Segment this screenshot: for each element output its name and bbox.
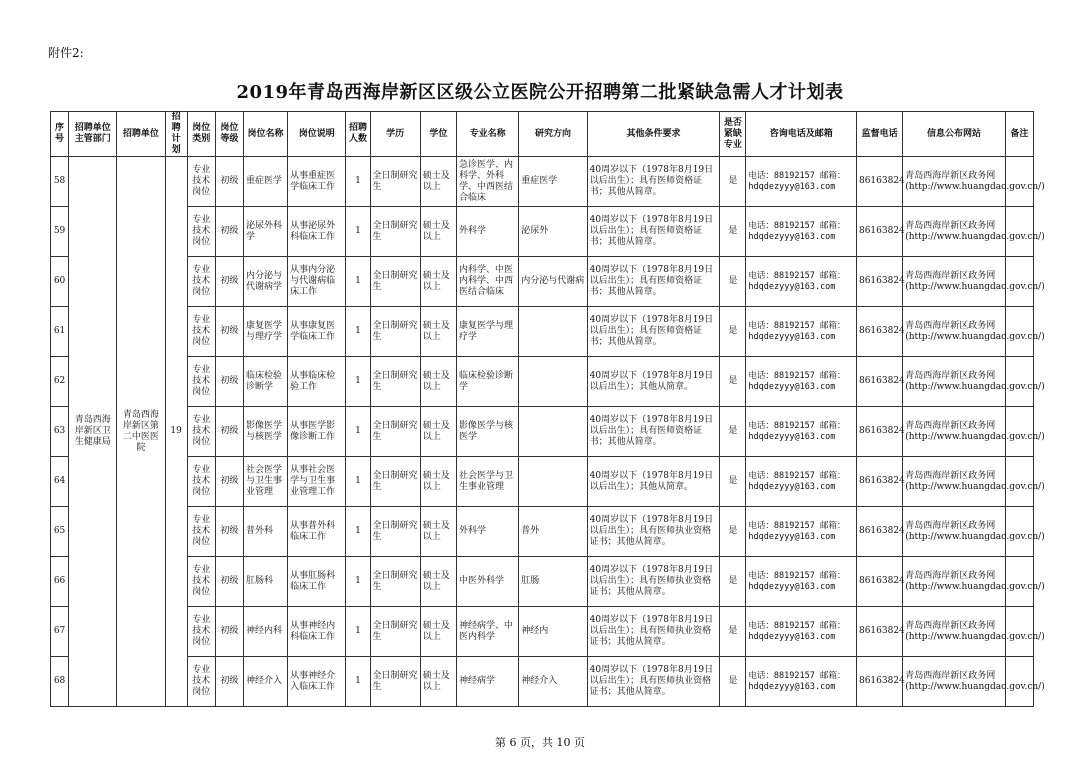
- hire-count: 1: [346, 357, 370, 407]
- row-number: 68: [51, 657, 69, 707]
- other-requirements: 40周岁以下（1978年8月19日以后出生）；具有医师资格证书；其他从简章。: [587, 157, 720, 207]
- supervision-phone: 86163824: [856, 557, 902, 607]
- contact-info: 电话：88192157 邮箱：hdqdezyyy@163.com: [746, 457, 857, 507]
- row-number: 59: [51, 207, 69, 257]
- job-name: 影像医学与核医学: [243, 407, 287, 457]
- contact-info: 电话：88192157 邮箱：hdqdezyyy@163.com: [746, 257, 857, 307]
- supervision-phone: 86163824: [856, 207, 902, 257]
- research-direction: [519, 457, 587, 507]
- info-website: 青岛西海岸新区政务网(http://www.huangdao.gov.cn/): [903, 607, 1006, 657]
- attachment-label: 附件2:: [48, 46, 84, 60]
- job-name: 肛肠科: [243, 557, 287, 607]
- contact-info: 电话：88192157 邮箱：hdqdezyyy@163.com: [746, 657, 857, 707]
- other-requirements: 40周岁以下（1978年8月19日以后出生）；具有医师资格证书；其他从简章。: [587, 207, 720, 257]
- job-name: 重症医学: [243, 157, 287, 207]
- row-number: 58: [51, 157, 69, 207]
- urgent-flag: 是: [720, 157, 746, 207]
- job-level: 初级: [215, 557, 243, 607]
- hire-count: 1: [346, 457, 370, 507]
- supervision-phone: 86163824: [856, 657, 902, 707]
- table-row: [51, 307, 1034, 357]
- degree: 硕士及以上: [420, 507, 456, 557]
- column-header: 招聘单位: [117, 112, 165, 157]
- supervision-phone: 86163824: [856, 307, 902, 357]
- column-header: 招聘人数: [346, 112, 370, 157]
- degree: 硕士及以上: [420, 357, 456, 407]
- supervision-phone: 86163824: [856, 157, 902, 207]
- job-description: 从事临床检验工作: [288, 357, 346, 407]
- research-direction: 神经介入: [519, 657, 587, 707]
- education: 全日制研究生: [370, 607, 420, 657]
- job-category: 专业技术岗位: [187, 607, 215, 657]
- job-description: 从事普外科临床工作: [288, 507, 346, 557]
- major-name: 神经病学: [456, 657, 518, 707]
- degree: 硕士及以上: [420, 607, 456, 657]
- column-header: 信息公布网站: [903, 112, 1006, 157]
- contact-info: 电话：88192157 邮箱：hdqdezyyy@163.com: [746, 307, 857, 357]
- supervision-phone: 86163824: [856, 357, 902, 407]
- info-website: 青岛西海岸新区政务网(http://www.huangdao.gov.cn/): [903, 307, 1006, 357]
- table-row: [51, 257, 1034, 307]
- job-description: 从事神经介入临床工作: [288, 657, 346, 707]
- education: 全日制研究生: [370, 507, 420, 557]
- education: 全日制研究生: [370, 307, 420, 357]
- other-requirements: 40周岁以下（1978年8月19日以后出生）；具有医师执业资格证书；其他从简章。: [587, 607, 720, 657]
- hire-count: 1: [346, 607, 370, 657]
- urgent-flag: 是: [720, 257, 746, 307]
- row-number: 62: [51, 357, 69, 407]
- degree: 硕士及以上: [420, 157, 456, 207]
- table-row: [51, 457, 1034, 507]
- row-number: 67: [51, 607, 69, 657]
- contact-info: 电话：88192157 邮箱：hdqdezyyy@163.com: [746, 557, 857, 607]
- job-level: 初级: [215, 157, 243, 207]
- research-direction: [519, 307, 587, 357]
- degree: 硕士及以上: [420, 307, 456, 357]
- job-level: 初级: [215, 507, 243, 557]
- table-row: [51, 207, 1034, 257]
- job-level: 初级: [215, 357, 243, 407]
- info-website: 青岛西海岸新区政务网(http://www.huangdao.gov.cn/): [903, 407, 1006, 457]
- hire-count: 1: [346, 507, 370, 557]
- recruitment-table: [50, 111, 1045, 707]
- column-header: 备注: [1005, 112, 1033, 157]
- hire-count: 1: [346, 657, 370, 707]
- job-description: 从事内分泌与代谢病临床工作: [288, 257, 346, 307]
- major-name: 外科学: [456, 507, 518, 557]
- row-number: 61: [51, 307, 69, 357]
- job-name: 泌尿外科学: [243, 207, 287, 257]
- education: 全日制研究生: [370, 557, 420, 607]
- column-header: 监督电话: [856, 112, 902, 157]
- column-header: 学历: [370, 112, 420, 157]
- row-number: 64: [51, 457, 69, 507]
- job-name: 社会医学与卫生事业管理: [243, 457, 287, 507]
- job-description: 从事康复医学临床工作: [288, 307, 346, 357]
- job-description: 从事神经内科临床工作: [288, 607, 346, 657]
- major-name: 影像医学与核医学: [456, 407, 518, 457]
- hire-count: 1: [346, 307, 370, 357]
- job-description: 从事肛肠科临床工作: [288, 557, 346, 607]
- job-description: 从事医学影像诊断工作: [288, 407, 346, 457]
- row-number: 66: [51, 557, 69, 607]
- info-website: 青岛西海岸新区政务网(http://www.huangdao.gov.cn/): [903, 457, 1006, 507]
- major-name: 临床检验诊断学: [456, 357, 518, 407]
- research-direction: 普外: [519, 507, 587, 557]
- job-category: 专业技术岗位: [187, 157, 215, 207]
- column-header: 是否紧缺专业: [720, 112, 746, 157]
- major-name: 中医外科学: [456, 557, 518, 607]
- supervision-phone: 86163824: [856, 457, 902, 507]
- major-name: 外科学: [456, 207, 518, 257]
- column-header: 岗位说明: [288, 112, 346, 157]
- research-direction: [519, 407, 587, 457]
- contact-info: 电话：88192157 邮箱：hdqdezyyy@163.com: [746, 507, 857, 557]
- info-website: 青岛西海岸新区政务网(http://www.huangdao.gov.cn/): [903, 207, 1006, 257]
- column-header: 学位: [420, 112, 456, 157]
- other-requirements: 40周岁以下（1978年8月19日以后出生）；其他从简章。: [587, 357, 720, 407]
- research-direction: 神经内: [519, 607, 587, 657]
- column-header: 招聘单位主管部门: [69, 112, 117, 157]
- job-category: 专业技术岗位: [187, 407, 215, 457]
- major-name: 康复医学与理疗学: [456, 307, 518, 357]
- education: 全日制研究生: [370, 457, 420, 507]
- table-row: [51, 407, 1034, 457]
- other-requirements: 40周岁以下（1978年8月19日以后出生）；具有医师资格证书；其他从简章。: [587, 407, 720, 457]
- job-level: 初级: [215, 407, 243, 457]
- hire-count: 1: [346, 557, 370, 607]
- table-row: [51, 657, 1034, 707]
- major-name: 内科学、中医内科学、中西医结合临床: [456, 257, 518, 307]
- education: 全日制研究生: [370, 157, 420, 207]
- column-header: 咨询电话及邮箱: [746, 112, 857, 157]
- row-number: 65: [51, 507, 69, 557]
- info-website: 青岛西海岸新区政务网(http://www.huangdao.gov.cn/): [903, 507, 1006, 557]
- table-row: [51, 607, 1034, 657]
- row-number: 60: [51, 257, 69, 307]
- hire-count: 1: [346, 157, 370, 207]
- column-header: 研究方向: [519, 112, 587, 157]
- table-body: [51, 157, 1045, 707]
- column-header: 岗位名称: [243, 112, 287, 157]
- job-level: 初级: [215, 607, 243, 657]
- supervision-phone: 86163824: [856, 507, 902, 557]
- column-header: 岗位等级: [215, 112, 243, 157]
- supervision-phone: 86163824: [856, 607, 902, 657]
- job-description: 从事泌尿外科临床工作: [288, 207, 346, 257]
- column-header: 岗位类别: [187, 112, 215, 157]
- info-website: 青岛西海岸新区政务网(http://www.huangdao.gov.cn/): [903, 257, 1006, 307]
- education: 全日制研究生: [370, 257, 420, 307]
- job-category: 专业技术岗位: [187, 307, 215, 357]
- supervision-phone: 86163824: [856, 257, 902, 307]
- research-direction: 泌尿外: [519, 207, 587, 257]
- major-name: 社会医学与卫生事业管理: [456, 457, 518, 507]
- contact-info: 电话：88192157 邮箱：hdqdezyyy@163.com: [746, 207, 857, 257]
- urgent-flag: 是: [720, 457, 746, 507]
- degree: 硕士及以上: [420, 457, 456, 507]
- urgent-flag: 是: [720, 357, 746, 407]
- major-name: 神经病学、中医内科学: [456, 607, 518, 657]
- other-requirements: 40周岁以下（1978年8月19日以后出生）；具有医师资格证书；其他从简章。: [587, 257, 720, 307]
- row-number: 63: [51, 407, 69, 457]
- research-direction: [519, 357, 587, 407]
- education: 全日制研究生: [370, 207, 420, 257]
- hire-count: 1: [346, 407, 370, 457]
- table-row: [51, 557, 1034, 607]
- job-name: 神经内科: [243, 607, 287, 657]
- page-title: 2019年青岛西海岸新区区级公立医院公开招聘第二批紧缺急需人才计划表: [236, 82, 844, 103]
- other-requirements: 40周岁以下（1978年8月19日以后出生）；具有医师执业资格证书；其他从简章。: [587, 657, 720, 707]
- education: 全日制研究生: [370, 407, 420, 457]
- job-level: 初级: [215, 657, 243, 707]
- job-level: 初级: [215, 257, 243, 307]
- info-website: 青岛西海岸新区政务网(http://www.huangdao.gov.cn/): [903, 357, 1006, 407]
- job-name: 康复医学与理疗学: [243, 307, 287, 357]
- urgent-flag: 是: [720, 407, 746, 457]
- header-row: [51, 112, 1034, 157]
- urgent-flag: 是: [720, 657, 746, 707]
- education: 全日制研究生: [370, 657, 420, 707]
- education: 全日制研究生: [370, 357, 420, 407]
- column-header: 其他条件要求: [587, 112, 720, 157]
- job-category: 专业技术岗位: [187, 357, 215, 407]
- table-row: [51, 157, 1034, 207]
- job-category: 专业技术岗位: [187, 207, 215, 257]
- degree: 硕士及以上: [420, 257, 456, 307]
- research-direction: 肛肠: [519, 557, 587, 607]
- job-description: 从事重症医学临床工作: [288, 157, 346, 207]
- urgent-flag: 是: [720, 607, 746, 657]
- research-direction: 重症医学: [519, 157, 587, 207]
- contact-info: 电话：88192157 邮箱：hdqdezyyy@163.com: [746, 157, 857, 207]
- other-requirements: 40周岁以下（1978年8月19日以后出生）；具有医师执业资格证书；其他从简章。: [587, 557, 720, 607]
- job-category: 专业技术岗位: [187, 457, 215, 507]
- info-website: 青岛西海岸新区政务网(http://www.huangdao.gov.cn/): [903, 157, 1006, 207]
- degree: 硕士及以上: [420, 407, 456, 457]
- hire-count: 1: [346, 257, 370, 307]
- job-name: 临床检验诊断学: [243, 357, 287, 407]
- degree: 硕士及以上: [420, 657, 456, 707]
- job-level: 初级: [215, 207, 243, 257]
- contact-info: 电话：88192157 邮箱：hdqdezyyy@163.com: [746, 607, 857, 657]
- column-header: 专业名称: [456, 112, 518, 157]
- degree: 硕士及以上: [420, 207, 456, 257]
- recruiting-unit: 青岛西海岸新区第二中医医院: [117, 157, 165, 707]
- recruitment-plan-total: 19: [165, 157, 187, 707]
- column-header: 招聘计划: [165, 112, 187, 157]
- urgent-flag: 是: [720, 307, 746, 357]
- job-category: 专业技术岗位: [187, 657, 215, 707]
- contact-info: 电话：88192157 邮箱：hdqdezyyy@163.com: [746, 357, 857, 407]
- job-name: 普外科: [243, 507, 287, 557]
- column-header: 序号: [51, 112, 69, 157]
- job-category: 专业技术岗位: [187, 507, 215, 557]
- table-row: [51, 357, 1034, 407]
- other-requirements: 40周岁以下（1978年8月19日以后出生）；具有医师执业资格证书；其他从简章。: [587, 507, 720, 557]
- hire-count: 1: [346, 207, 370, 257]
- research-direction: 内分泌与代谢病: [519, 257, 587, 307]
- page-footer: 第 6 页，共 10 页: [495, 736, 585, 749]
- job-name: 神经介入: [243, 657, 287, 707]
- contact-info: 电话：88192157 邮箱：hdqdezyyy@163.com: [746, 407, 857, 457]
- info-website: 青岛西海岸新区政务网(http://www.huangdao.gov.cn/): [903, 557, 1006, 607]
- other-requirements: 40周岁以下（1978年8月19日以后出生）；具有医师资格证书；其他从简章。: [587, 307, 720, 357]
- job-category: 专业技术岗位: [187, 257, 215, 307]
- table-row: [51, 507, 1034, 557]
- degree: 硕士及以上: [420, 557, 456, 607]
- info-website: 青岛西海岸新区政务网(http://www.huangdao.gov.cn/): [903, 657, 1006, 707]
- major-name: 急诊医学、内科学、外科学、中西医结合临床: [456, 157, 518, 207]
- urgent-flag: 是: [720, 207, 746, 257]
- urgent-flag: 是: [720, 557, 746, 607]
- supervision-phone: 86163824: [856, 407, 902, 457]
- job-description: 从事社会医学与卫生事业管理工作: [288, 457, 346, 507]
- urgent-flag: 是: [720, 507, 746, 557]
- job-level: 初级: [215, 457, 243, 507]
- job-category: 专业技术岗位: [187, 557, 215, 607]
- other-requirements: 40周岁以下（1978年8月19日以后出生）；其他从简章。: [587, 457, 720, 507]
- recruiting-department: 青岛西海岸新区卫生健康局: [69, 157, 117, 707]
- job-level: 初级: [215, 307, 243, 357]
- job-name: 内分泌与代谢病学: [243, 257, 287, 307]
